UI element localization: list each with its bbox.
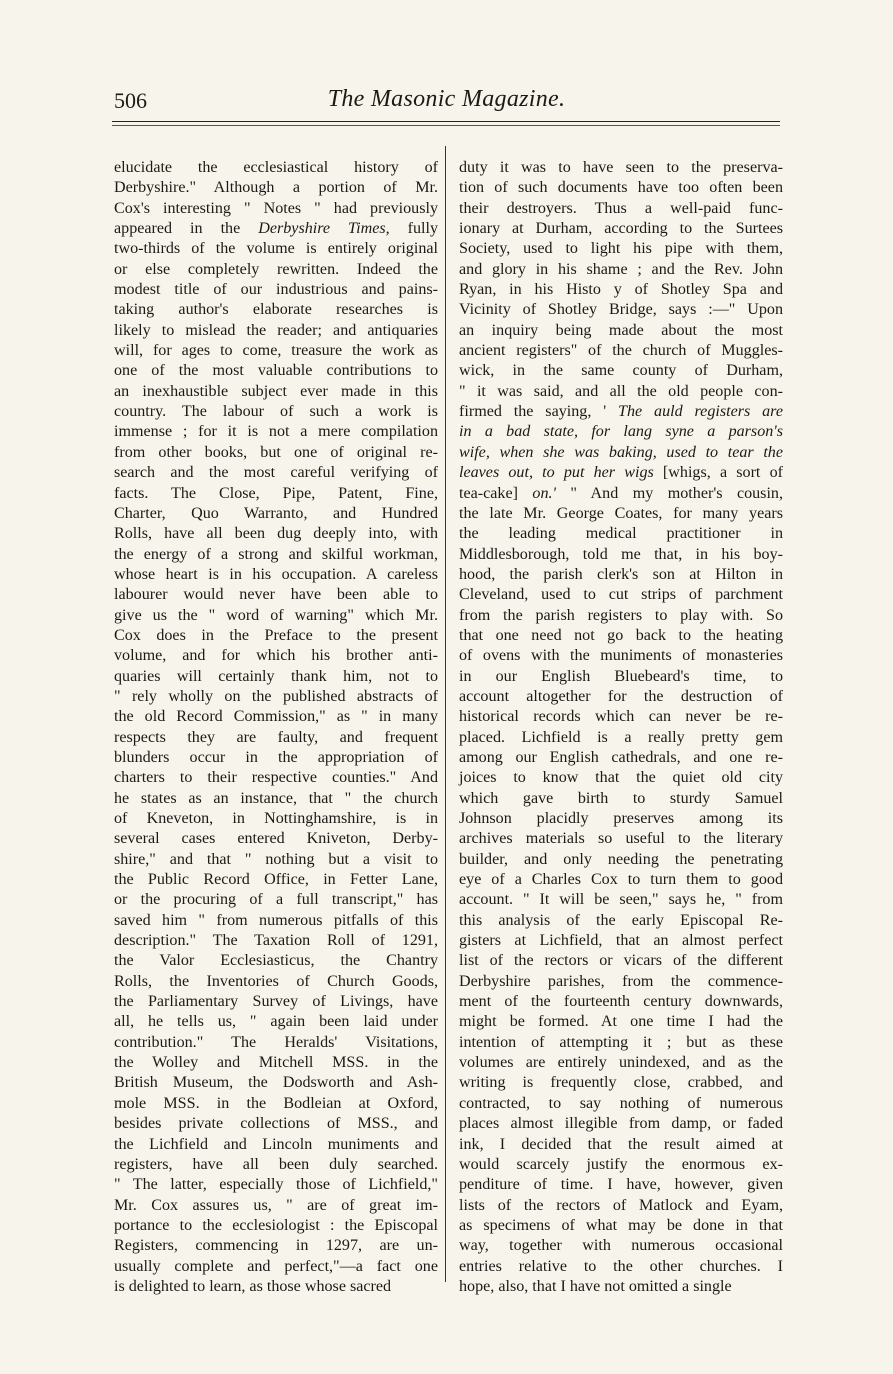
line-text: Johnson placidly preserves among its (459, 810, 783, 827)
line-text: " The latter, especially those of Lichfield," (114, 1176, 438, 1194)
text-line (114, 361, 438, 381)
line-text: ancient registers" of the church of Muggles- (459, 342, 783, 360)
line-italic: The auld registers are (618, 403, 783, 421)
header-rule (112, 121, 780, 122)
line-text: Mr. Cox assures us, " are of great im- (114, 1196, 438, 1214)
line-text: from other books, but one of original re- (114, 443, 438, 461)
line-text: intention of attempting it ; but as these (459, 1033, 783, 1051)
line-text: hood, the parish clerk's son at Hilton in (459, 565, 783, 583)
text-line (114, 972, 438, 992)
text-line (114, 707, 438, 727)
text-line (459, 707, 783, 727)
text-line (459, 626, 783, 646)
line-italic: Derbyshire Times, (258, 220, 390, 238)
line-text: in our English Bluebeard's time, to (459, 667, 783, 685)
line-text: all, he tells us, " again been laid under (114, 1013, 438, 1031)
text-line (459, 1196, 783, 1216)
text-line (459, 789, 783, 809)
text-line (114, 1257, 438, 1277)
line-text: penditure of time. I have, however, given (459, 1176, 783, 1194)
text-line (114, 1053, 438, 1073)
text-line (114, 463, 438, 483)
text-line (114, 850, 438, 870)
line-text: one of the most valuable contributions to (114, 362, 438, 380)
line-text: and glory in his shame ; and the Rev. John (459, 260, 783, 278)
text-line (114, 1114, 438, 1134)
line-text-after: fully (389, 220, 439, 238)
text-line (114, 199, 438, 219)
text-line (459, 911, 783, 931)
text-line (459, 1277, 783, 1297)
line-text: places almost illegible from damp, or faded (459, 1115, 783, 1133)
text-line (114, 1012, 438, 1032)
line-text: elucidate the ecclesiastical history of (114, 159, 438, 176)
line-text: account altogether for the destruction of (459, 687, 783, 705)
line-text: their destroyers. Thus a well-paid func- (459, 199, 783, 217)
line-text: mole MSS. in the Bodleian at Oxford, (114, 1094, 438, 1112)
text-line (114, 789, 438, 809)
text-line (114, 646, 438, 666)
text-line (459, 809, 783, 829)
line-text: likely to mislead the reader; and antiquaries (114, 321, 438, 339)
line-text: placed. Lichfield is a really pretty gem (459, 728, 783, 746)
line-text: ment of the fourteenth century downwards, (459, 993, 783, 1011)
text-line (114, 829, 438, 849)
text-line (114, 545, 438, 565)
line-text: Rolls, have all been dug deeply into, with (114, 525, 438, 543)
line-text: way, together with numerous occasional (459, 1237, 783, 1255)
line-text: gisters at Lichfield, that an almost perfect (459, 932, 783, 950)
text-line (459, 1155, 783, 1175)
text-line (459, 646, 783, 666)
line-text: an inquiry being made about the most (459, 321, 783, 339)
line-text: might be formed. At one time I had the (459, 1013, 783, 1031)
line-text: an inexhaustible subject ever made in this (114, 382, 438, 400)
line-text: he states as an instance, that " the church (114, 789, 438, 807)
line-text: shire," and that " nothing but a visit to (114, 850, 438, 868)
line-text: Charter, Quo Warranto, and Hundred (114, 504, 438, 522)
line-text-after: " And my mother's cousin, (555, 484, 783, 502)
line-text: duty it was to have seen to the preserva- (459, 159, 783, 176)
line-text: volumes are entirely unindexed, and as the (459, 1054, 783, 1072)
line-text: Cox's interesting " Notes " had previously (114, 199, 438, 217)
line-text: the Wolley and Mitchell MSS. in the (114, 1054, 438, 1072)
text-line (459, 545, 783, 565)
text-line (114, 809, 438, 829)
text-line (114, 687, 438, 707)
text-line (114, 1033, 438, 1053)
text-line (114, 402, 438, 422)
line-text: hope, also, that I have not omitted a single (459, 1277, 732, 1295)
text-line (459, 1114, 783, 1134)
text-line (114, 585, 438, 605)
text-line (459, 1053, 783, 1073)
text-line (114, 280, 438, 300)
text-line (459, 667, 783, 687)
text-line (459, 504, 783, 524)
line-text: contribution." The Heralds' Visitations, (114, 1033, 438, 1051)
line-text: the energy of a strong and skilful workman, (114, 545, 438, 563)
text-line (114, 992, 438, 1012)
text-line (459, 484, 783, 504)
line-text: lists of the rectors of Matlock and Eyam, (459, 1196, 783, 1214)
line-text: the leading medical practitioner in (459, 525, 783, 543)
line-text: portance to the ecclesiologist : the Episcopal (114, 1216, 438, 1234)
line-text: the old Record Commission," as " in many (114, 708, 438, 726)
line-text: is delighted to learn, as those whose sacred (114, 1277, 392, 1295)
text-line (114, 1236, 438, 1256)
line-text: Registers, commencing in 1297, are un- (114, 1237, 438, 1255)
line-text: from the parish registers to play with. So (459, 606, 783, 624)
text-line (114, 911, 438, 931)
text-line (459, 951, 783, 971)
text-line (459, 321, 783, 341)
line-text: two-thirds of the volume is entirely original (114, 240, 438, 258)
text-line (459, 1012, 783, 1032)
line-text: Middlesborough, told me that, in his boy- (459, 545, 783, 563)
line-text: " rely wholly on the published abstracts of (114, 687, 438, 705)
text-line (114, 524, 438, 544)
line-text: firmed the saying, ' (459, 403, 619, 421)
line-text: tea-cake] (459, 484, 533, 502)
text-line (114, 951, 438, 971)
line-italic: wife, when she was baking, used to tear the (459, 443, 783, 461)
line-text: wick, in the same county of Durham, (459, 362, 783, 380)
text-line (459, 829, 783, 849)
text-line (114, 1277, 438, 1297)
line-text: British Museum, the Dodsworth and Ash- (114, 1074, 438, 1092)
text-line (459, 422, 783, 442)
line-text: Cleveland, used to cut strips of parchment (459, 586, 783, 604)
line-text: builder, and only needing the penetrating (459, 850, 783, 868)
line-text: Vicinity of Shotley Bridge, says :—" Upon (459, 301, 783, 319)
line-italic: in a bad state, for lang syne a parson's (459, 423, 783, 441)
line-text: Derbyshire." Although a portion of Mr. (114, 179, 438, 197)
text-line (459, 402, 783, 422)
line-text: volume, and for which his brother anti- (114, 647, 438, 665)
text-line (459, 463, 783, 483)
text-line (459, 1257, 783, 1277)
text-line (114, 1135, 438, 1155)
line-text: appeared in the (114, 220, 259, 238)
line-text: facts. The Close, Pipe, Patent, Fine, (114, 484, 438, 502)
line-text: the Public Record Office, in Fetter Lane, (114, 871, 438, 889)
running-title: The Masonic Magazine. (327, 86, 566, 112)
text-line (459, 443, 783, 463)
line-text: blunders occur in the appropriation of (114, 748, 438, 766)
text-line (114, 728, 438, 748)
line-text: the Valor Ecclesiasticus, the Chantry (114, 952, 438, 970)
text-line (114, 626, 438, 646)
line-text: registers, have all been duly searched. (114, 1155, 438, 1173)
text-line (114, 606, 438, 626)
text-line (459, 300, 783, 320)
text-line (459, 850, 783, 870)
text-line (114, 341, 438, 361)
text-line (114, 260, 438, 280)
text-line (459, 361, 783, 381)
text-line (114, 1155, 438, 1175)
line-text: the Parliamentary Survey of Livings, have (114, 993, 438, 1011)
text-line (459, 1094, 783, 1114)
text-line (459, 585, 783, 605)
text-line (459, 890, 783, 910)
line-text: archives materials so useful to the literary (459, 830, 783, 848)
text-line (459, 158, 783, 178)
line-text: or else completely rewritten. Indeed the (114, 260, 438, 278)
text-line (459, 1135, 783, 1155)
line-text: ionary at Durham, according to the Surtees (459, 220, 783, 238)
text-line (114, 504, 438, 524)
text-line (459, 1175, 783, 1195)
text-line (114, 768, 438, 788)
line-text: tion of such documents have too often been (459, 179, 783, 197)
text-line (114, 239, 438, 259)
line-text: Ryan, in his Histo y of Shotley Spa and (459, 281, 783, 299)
line-text: historical records which can never be re- (459, 708, 783, 726)
line-text: saved him " from numerous pitfalls of this (114, 911, 438, 929)
line-text: respects they are faulty, and frequent (114, 728, 438, 746)
text-line (459, 260, 783, 280)
column-divider (445, 146, 446, 1282)
line-text: taking author's elaborate researches is (114, 301, 438, 319)
line-text: entries relative to the other churches. I (459, 1257, 783, 1275)
line-text: search and the most careful verifying of (114, 464, 438, 482)
text-line (459, 280, 783, 300)
line-italic: leaves out, to put her wigs (459, 464, 654, 482)
line-text: Society, used to light his pipe with them, (459, 240, 783, 258)
line-text: charters to their respective counties." And (114, 769, 438, 787)
line-text: of Kneveton, in Nottinghamshire, is in (114, 810, 438, 827)
line-text: ink, I decided that the result aimed at (459, 1135, 783, 1153)
line-text: account. " It will be seen," says he, " from (459, 891, 783, 909)
line-text: labourer would never have been able to (114, 586, 438, 604)
text-line (114, 1175, 438, 1195)
text-line (459, 178, 783, 198)
text-line (459, 239, 783, 259)
line-text: that one need not go back to the heating (459, 626, 783, 644)
text-line (114, 321, 438, 341)
line-text: list of the rectors or vicars of the different (459, 952, 783, 970)
text-line (459, 768, 783, 788)
text-line (114, 443, 438, 463)
text-line (114, 300, 438, 320)
line-text: Cox does in the Preface to the present (114, 626, 438, 644)
text-line (459, 748, 783, 768)
line-text: quaries will certainly thank him, not to (114, 667, 438, 685)
text-line (114, 870, 438, 890)
line-text: eye of a Charles Cox to turn them to good (459, 871, 783, 889)
text-line (459, 219, 783, 239)
line-text: give us the " word of warning" which Mr. (114, 606, 438, 624)
text-line (459, 728, 783, 748)
text-line (114, 1073, 438, 1093)
line-text: immense ; for it is not a mere compilation (114, 423, 438, 441)
line-text: among our English cathedrals, and one re- (459, 748, 783, 766)
line-text: contracted, to say nothing of numerous (459, 1094, 783, 1112)
line-text: besides private collections of MSS., and (114, 1115, 438, 1133)
right-column (459, 158, 783, 1297)
line-text: joices to know that the quiet old city (459, 769, 783, 787)
text-line (459, 1216, 783, 1236)
line-text: " it was said, and all the old people con- (459, 382, 783, 400)
text-line (459, 870, 783, 890)
line-text: writing is frequently close, crabbed, and (459, 1074, 783, 1092)
text-line (114, 1094, 438, 1114)
text-line (114, 178, 438, 198)
line-text-after: [whigs, a sort of (653, 464, 783, 482)
line-text: would scarcely justify the enormous ex- (459, 1155, 783, 1173)
text-line (114, 158, 438, 178)
text-line (459, 565, 783, 585)
left-column (114, 158, 438, 1297)
text-line (459, 1073, 783, 1093)
text-line (114, 890, 438, 910)
line-text: usually complete and perfect,"—a fact one (114, 1257, 438, 1275)
line-text: country. The labour of such a work is (114, 403, 438, 421)
text-line (114, 484, 438, 504)
text-line (459, 992, 783, 1012)
line-text: whose heart is in his occupation. A careless (114, 565, 438, 583)
line-text: modest title of our industrious and pains- (114, 281, 438, 299)
text-line (114, 1196, 438, 1216)
line-text: this analysis of the early Episcopal Re- (459, 911, 783, 929)
text-line (459, 972, 783, 992)
text-line (114, 219, 438, 239)
text-line (459, 199, 783, 219)
text-line (459, 382, 783, 402)
text-line (114, 382, 438, 402)
text-line (114, 748, 438, 768)
text-line (114, 565, 438, 585)
text-line (459, 931, 783, 951)
line-text: several cases entered Kniveton, Derby- (114, 830, 438, 848)
line-text: will, for ages to come, treasure the work as (114, 342, 438, 360)
line-text: the Lichfield and Lincoln muniments and (114, 1135, 438, 1153)
line-text: as specimens of what may be done in that (459, 1216, 783, 1234)
page-number: 506 (114, 88, 147, 113)
line-text: Rolls, the Inventories of Church Goods, (114, 972, 438, 990)
text-line (459, 1033, 783, 1053)
line-text: of ovens with the muniments of monasteries (459, 647, 783, 665)
text-line (114, 1216, 438, 1236)
text-line (114, 422, 438, 442)
header-rule-thin (112, 125, 780, 126)
text-line (114, 931, 438, 951)
text-line (459, 606, 783, 626)
text-line (459, 524, 783, 544)
line-text: or the procuring of a full transcript," has (114, 891, 438, 909)
text-line (114, 667, 438, 687)
text-line (459, 1236, 783, 1256)
line-italic: on.' (532, 484, 556, 502)
line-text: description." The Taxation Roll of 1291, (114, 932, 438, 950)
line-text: the late Mr. George Coates, for many years (459, 504, 783, 522)
line-text: Derbyshire parishes, from the commence- (459, 972, 783, 990)
text-line (459, 341, 783, 361)
text-line (459, 687, 783, 707)
line-text: which gave birth to sturdy Samuel (459, 789, 783, 807)
